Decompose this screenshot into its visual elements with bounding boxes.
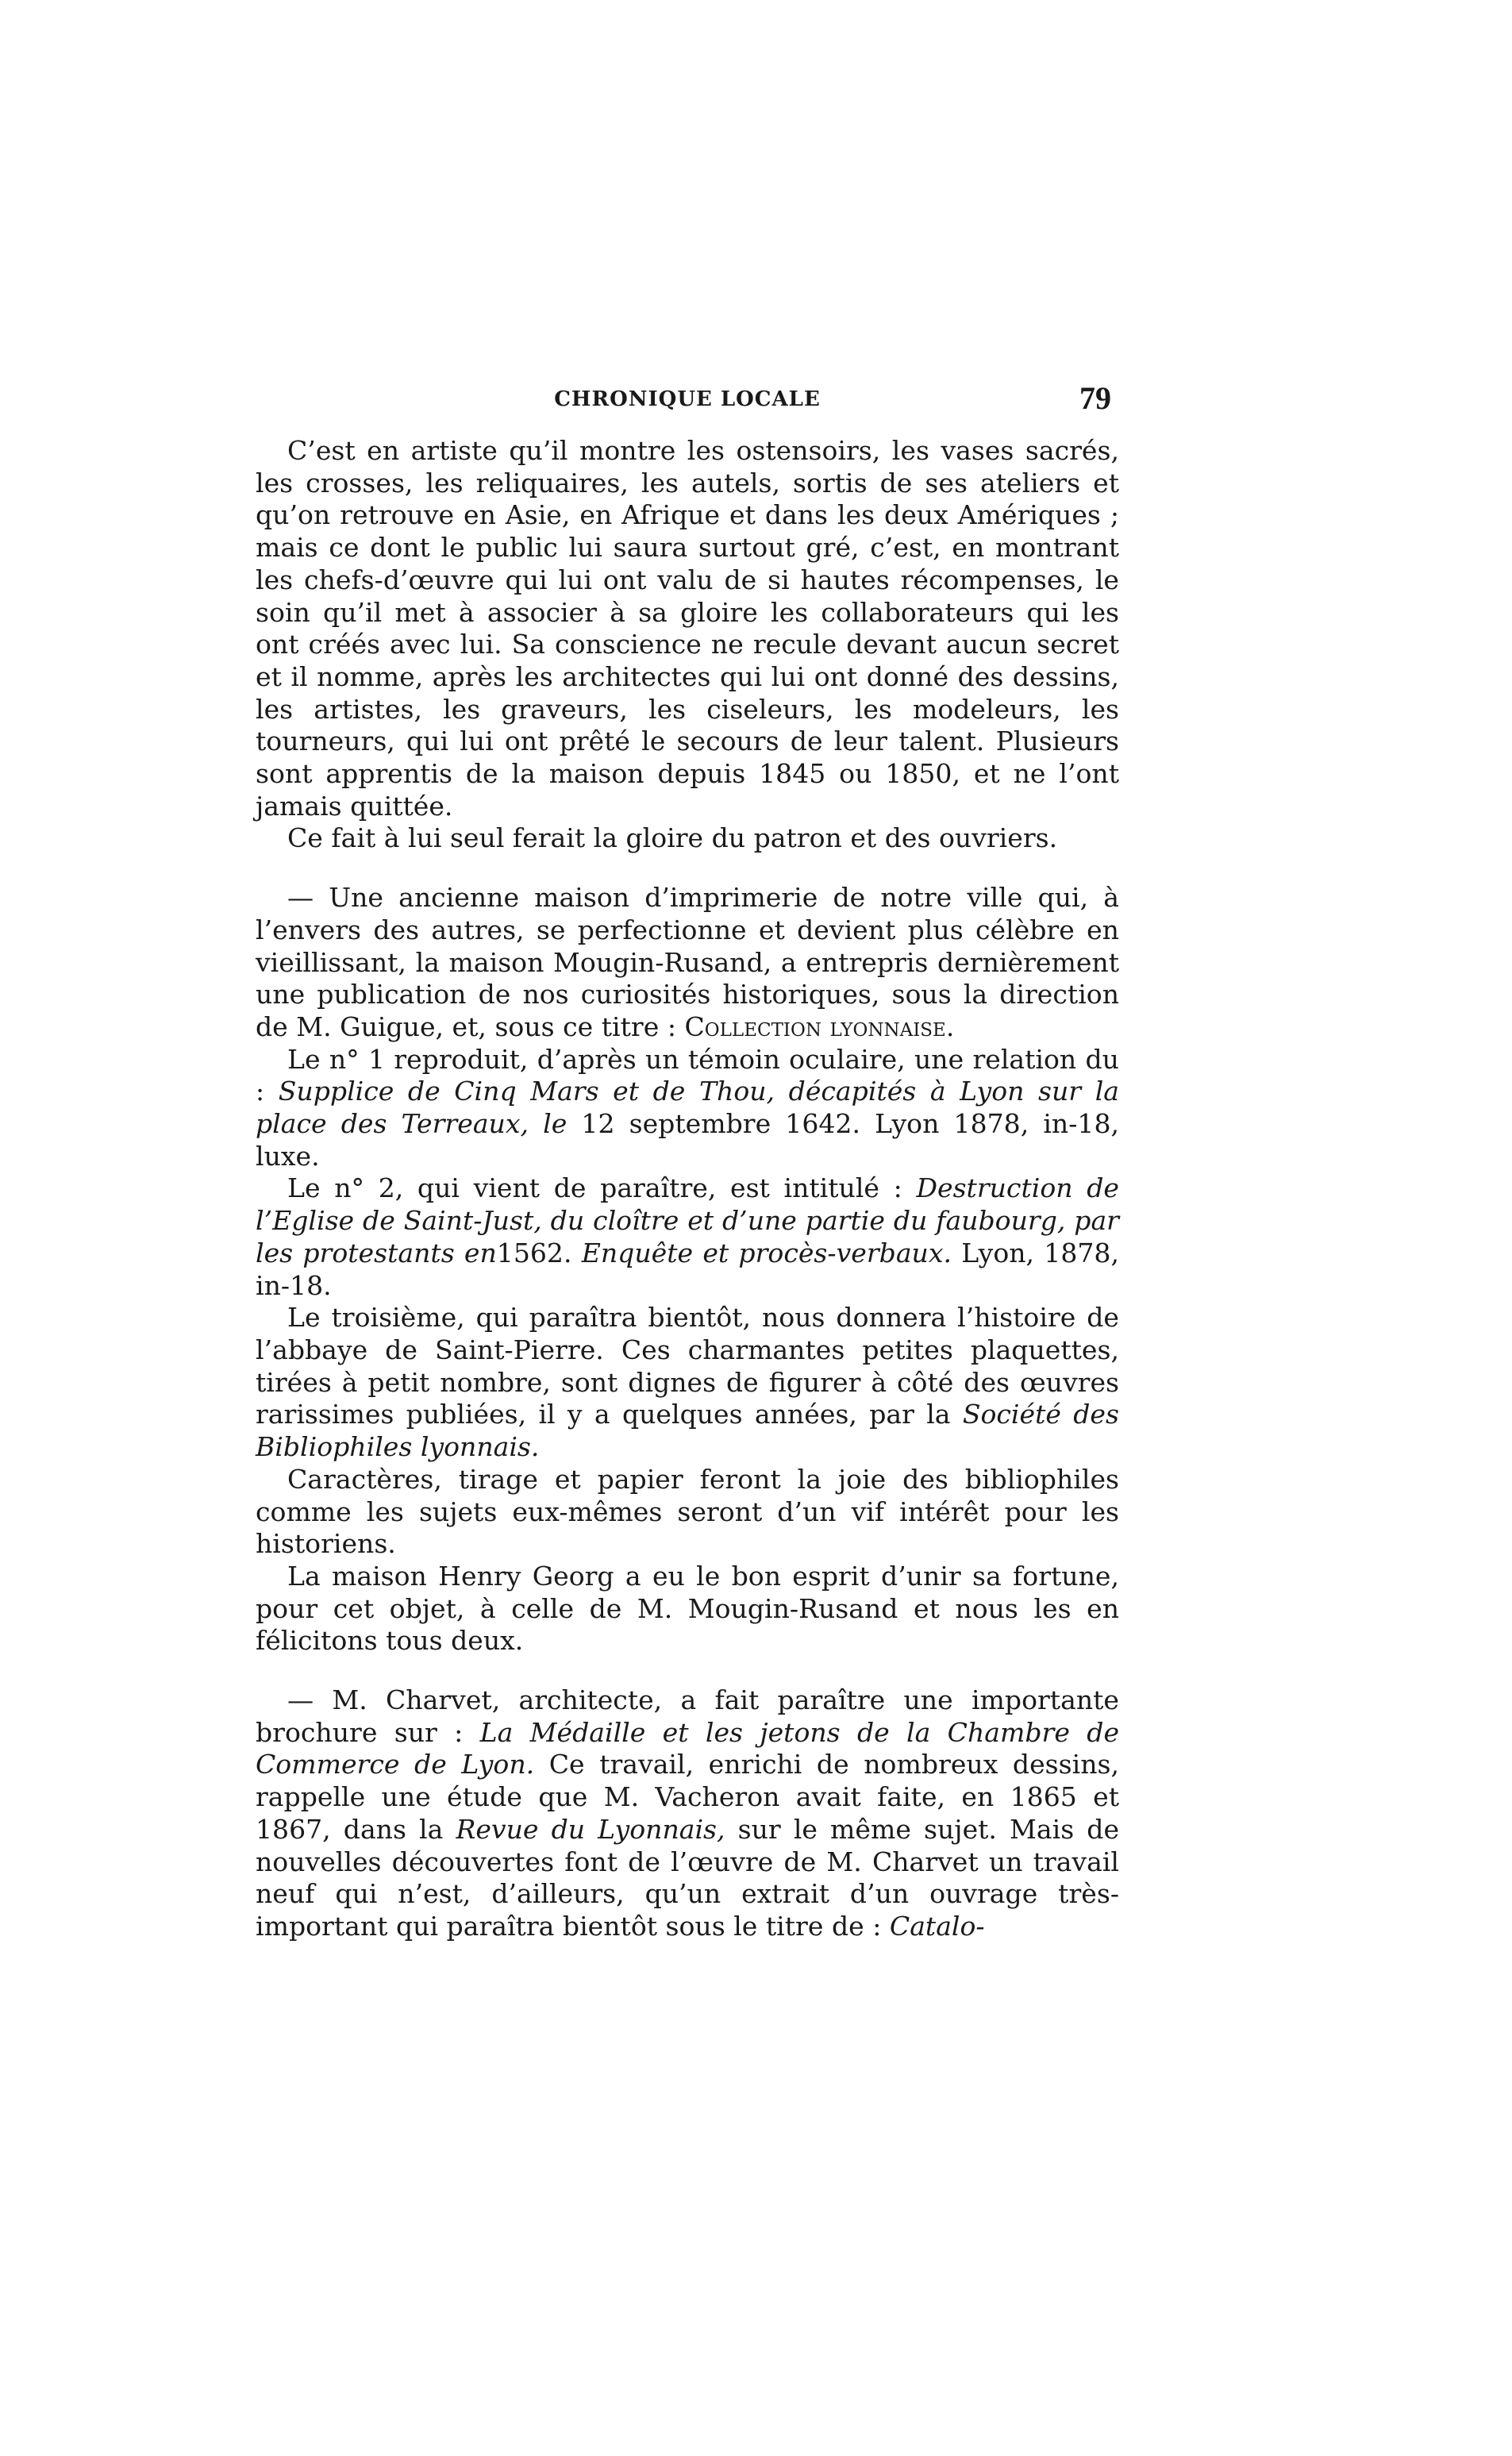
paragraph-henry-georg: La maison Henry Georg a eu le bon esprit d’unir sa fortune, pour cet objet, à celle de M. Mougin-Rusand et nous les en félicitons tous deux.: [256, 1560, 1119, 1657]
revue-title: Revue du Lyonnais,: [456, 1813, 725, 1845]
society-name: Société des Bibliophiles lyonnais.: [256, 1399, 1119, 1463]
paragraph-numero-1: [256, 1044, 1119, 1173]
paragraph-mougin-rusand: [256, 882, 1119, 1044]
paragraph-gloire: Ce fait à lui seul ferait la gloire du patron et des ouvriers.: [287, 822, 1058, 854]
book-page: [256, 379, 1119, 1943]
mougin-text: — Une ancienne maison d’imprimerie de notre ville qui, à l’envers des autres, se perfectionne et devient plus célèbre en vieillissant, la maison Mougin-Rusand, a entrepris dernièrement une publication de nos curiosités historiques, sous la direction de M. Guigue, et, sous ce titre :: [256, 882, 1119, 1042]
catalogue-fragment: Catalo-: [889, 1910, 985, 1942]
n1-title: Supplice de Cinq Mars et de Thou, décapités à Lyon sur la place des Terreaux, le: [256, 1076, 1119, 1140]
paragraph-caracteres: Caractères, tirage et papier feront la joie des bibliophiles comme les sujets eux-mêmes seront d’un vif intérêt pour les historiens.: [256, 1463, 1119, 1560]
charvet-middle: Ce travail, enrichi de nombreux dessins, rappelle une étude que M. Vacheron avait faite, en 1865 et 1867, dans la: [256, 1749, 1119, 1845]
running-head: [256, 379, 1119, 424]
n1-date: 12 septembre 1642.: [581, 1108, 860, 1140]
page-number: 79: [1079, 380, 1111, 416]
n1-tail: Lyon 1878, in-18, luxe.: [256, 1108, 1120, 1172]
n3-lead: Le troisième, qui paraîtra bientôt, nous donnera l’histoire de l’abbaye de Saint-Pierre. Ces charmantes petites plaquettes, tirées à petit nombre, sont dignes de figurer à côté des œuvres rarissimes publiées, il y a quelques années, par la: [256, 1302, 1119, 1430]
n2-year: 1562.: [496, 1237, 572, 1268]
paragraph-troisieme: [256, 1302, 1119, 1464]
n2-lead: Le n° 2, qui vient de paraître, est intitulé :: [287, 1172, 902, 1204]
charvet-title: La Médaille et les jetons de la Chambre de Commerce de Lyon.: [256, 1716, 1120, 1780]
n2-title: Destruction de l’Eglise de Saint-Just, du cloître et d’une partie du faubourg, par les protestants en: [256, 1172, 1119, 1268]
collection-title: Collection lyonnaise.: [684, 1011, 955, 1042]
n1-lead: Le n° 1 reproduit, d’après un témoin oculaire, une relation du :: [256, 1043, 1119, 1107]
running-title: CHRONIQUE LOCALE: [554, 387, 821, 411]
paragraph-numero-2: [256, 1172, 1119, 1302]
paragraph-ateliers: C’est en artiste qu’il montre les ostensoirs, les vases sacrés, les crosses, les reliquaires, les autels, sortis de ses ateliers et qu’on retrouve en Asie, en Afrique et dans les deux Amériques ; mais ce dont le public lui saura surtout gré, c’est, en montrant les chefs-d’œuvre qui lui ont valu de si hautes récompenses, le soin qu’il met à associer à sa gloire les collaborateurs qui les ont créés avec lui. Sa conscience ne recule devant aucun secret et il nomme, après les architectes qui lui ont donné des dessins, les artistes, les graveurs, les ciseleurs, les modeleurs, les tourneurs, qui lui ont prêté le secours de leur talent. Plusieurs sont apprentis de la maison depuis 1845 ou 1850, et ne l’ont jamais quittée.: [256, 435, 1119, 822]
charvet-tail: sur le même sujet. Mais de nouvelles découvertes font de l’œuvre de M. Charvet un travail neuf qui n’est, d’ailleurs, qu’un extrait d’un ouvrage très-important qui paraîtra bientôt sous le titre de :: [256, 1813, 1120, 1942]
n2-subtitle: Enquête et procès-verbaux.: [581, 1237, 952, 1268]
body-text: [256, 435, 1119, 1943]
n2-tail: Lyon, 1878, in-18.: [256, 1237, 1119, 1301]
charvet-lead: — M. Charvet, architecte, a fait paraître une importante brochure sur :: [256, 1684, 1119, 1748]
paragraph-charvet: [256, 1684, 1119, 1943]
